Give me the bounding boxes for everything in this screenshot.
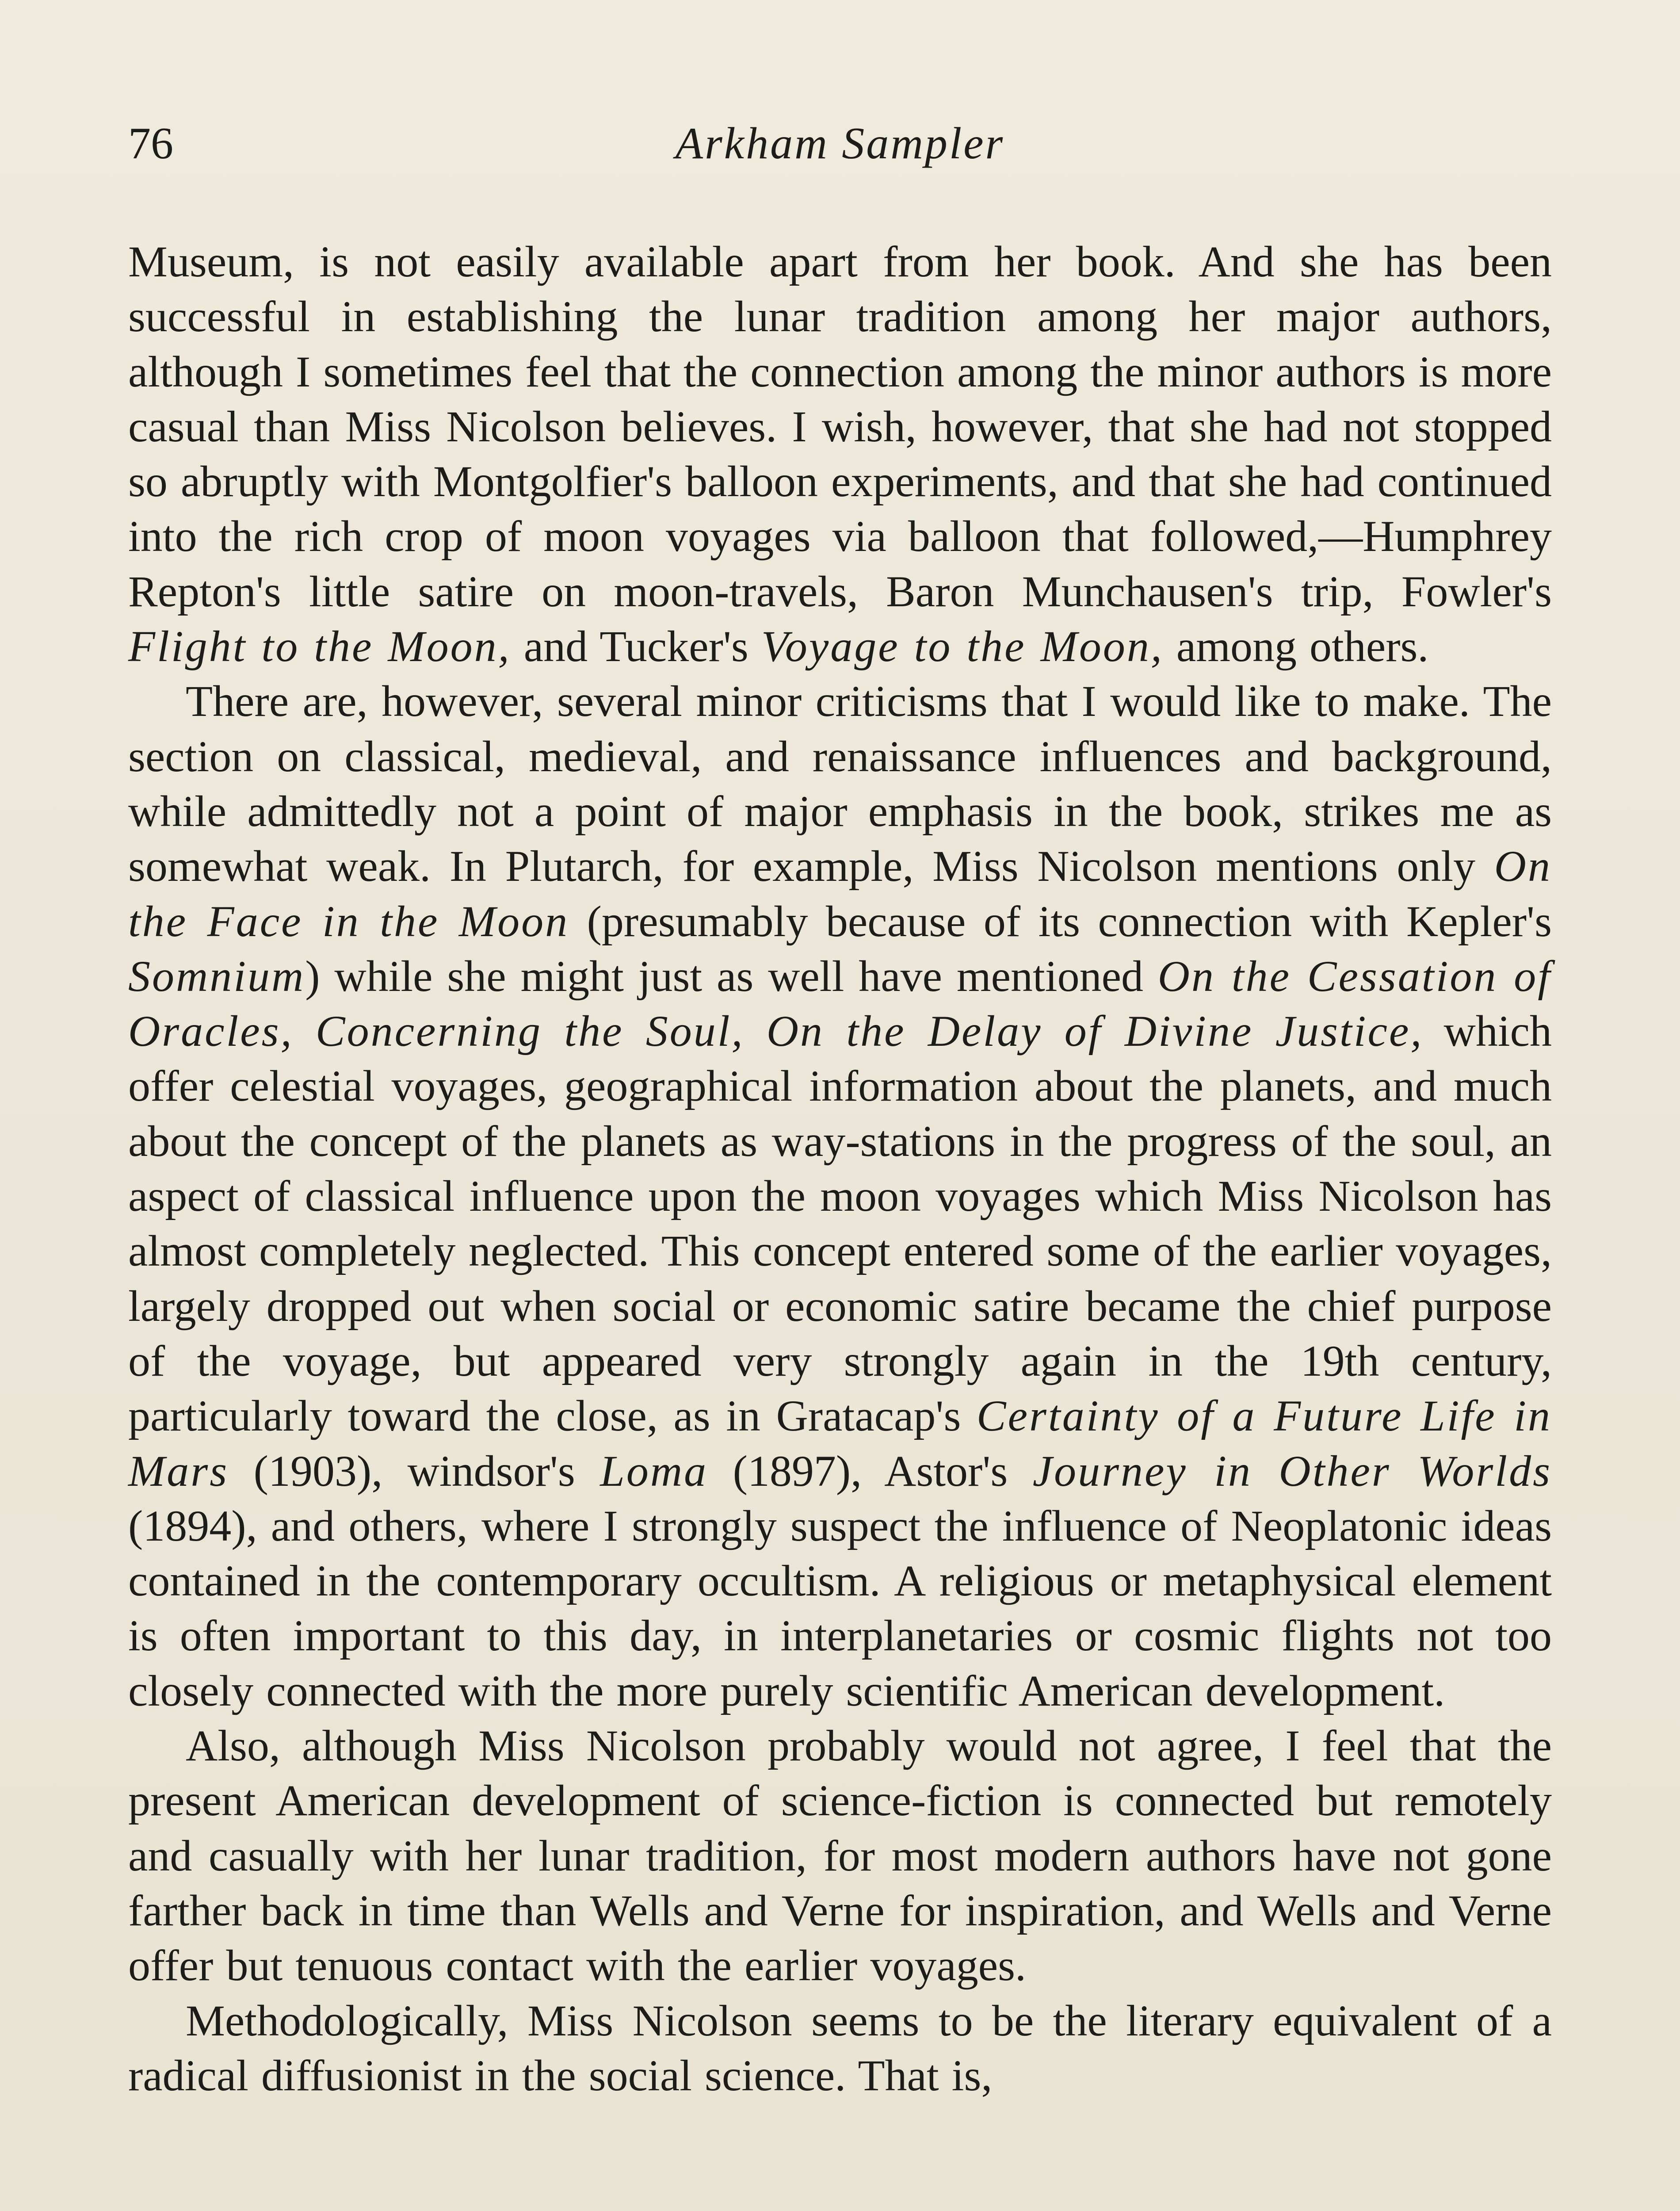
text-run: (1903), windsor's (229, 1446, 600, 1496)
italic-title-text: Loma (600, 1446, 708, 1496)
text-run: Museum, is not easily available apart from her book. And she has been successful in establishing the lunar tradition among her major authors, although I sometimes feel that the connection among the minor authors is more casual than Miss Nicolson believes. I wish, however, that she had not stopped so abruptly with Montgolfier's balloon experiments, and that she had continued into the rich crop of moon voyages via balloon that followed,—Humphrey Repton's little satire on moon-travels, Baron Munchausen's trip, Fowler's (128, 237, 1552, 616)
running-title: Arkham Sampler (675, 119, 1005, 168)
text-run: (presumably because of its connection with Kepler's (569, 896, 1552, 946)
text-run: ) while she might just as well have mentioned (305, 951, 1158, 1001)
italic-title-text: Somnium (128, 951, 305, 1001)
text-run: Methodologically, Miss Nicolson seems to be the literary equivalent of a radical diffusionist in the social science. That is, (128, 1996, 1552, 2100)
italic-title-text: Certainty of a Future Life in Mars (128, 1391, 1552, 1496)
text-run: (1897), Astor's (708, 1446, 1033, 1496)
text-run: which offer celestial voyages, geographical information about the planets, and much about the concept of the planets as way-stations in the progress of the soul, an aspect of classical influence upon the moon voyages which Miss Nicolson has almost completely neglected. This concept entered some of the earlier voyages, largely dropped out when social or economic satire became the chief purpose of the voyage, but appeared very strongly again in the 19th century, particularly toward the close, as in Gratacap's (128, 1006, 1552, 1441)
text-run: (1894), and others, where I strongly suspect the influence of Neoplatonic ideas contained in the contemporary occultism. A religious or metaphysical element is often important to this day, in interplanetaries or cosmic flights not too closely connected with the more purely scientific American development. (128, 1501, 1552, 1715)
italic-title-text: Voyage to the Moon, (761, 622, 1164, 671)
italic-title-text: Flight to the Moon, (128, 622, 511, 671)
italic-title-text: On the Cessation of Oracles, Concerning the Soul, On the Delay of Divine Justice, (128, 951, 1552, 1056)
text-run: among others. (1163, 622, 1429, 671)
italic-title-text: Journey in Other Worlds (1032, 1446, 1552, 1496)
italic-title-text: On the Face in the Moon (128, 842, 1552, 946)
paragraph (128, 234, 1552, 674)
body-text (128, 234, 1552, 2103)
text-run: and Tucker's (511, 622, 761, 671)
text-run: Also, although Miss Nicolson probably would not agree, I feel that the present American development of science-fiction is connected but remotely and casually with her lunar tradition, for most modern authors have not gone farther back in time than Wells and Verne for inspiration, and Wells and Verne offer but tenuous contact with the earlier voyages. (128, 1721, 1552, 1990)
page-number: 76 (128, 119, 173, 168)
paragraph (128, 674, 1552, 1718)
text-run: There are, however, several minor criticisms that I would like to make. The section on classical, medieval, and renaissance influences and background, while admittedly not a point of major emphasis in the book, strikes me as somewhat weak. In Plutarch, for example, Miss Nicolson mentions only (128, 677, 1552, 891)
paragraph (128, 1993, 1552, 2104)
paragraph (128, 1718, 1552, 1993)
running-head (128, 113, 1552, 175)
